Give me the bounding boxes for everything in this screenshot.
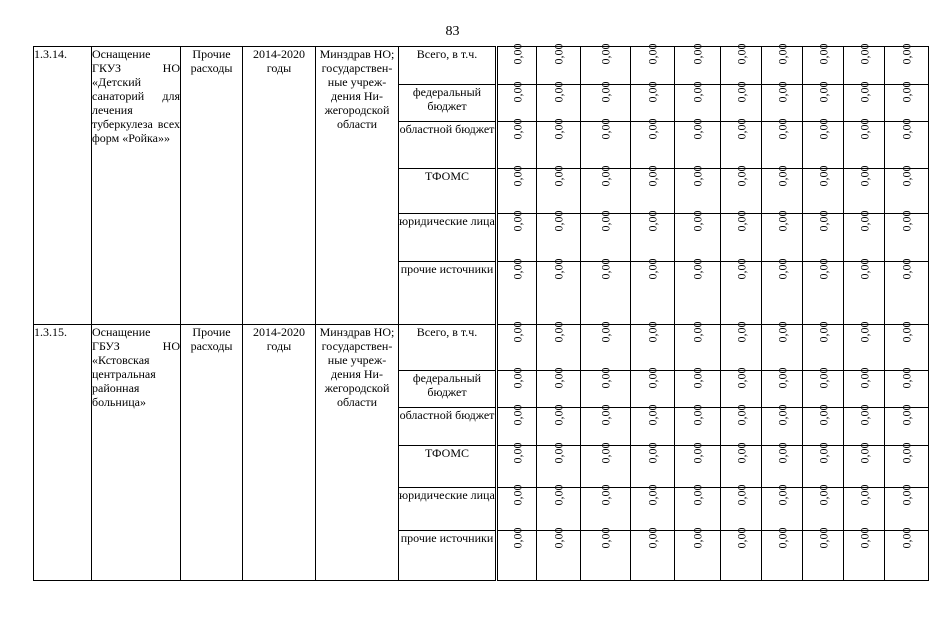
- value-cell: [631, 442, 675, 488]
- value-text: 0,00: [899, 404, 914, 426]
- value-cell: [803, 321, 844, 371]
- value-text: 0,00: [690, 484, 705, 506]
- value-text: 0,00: [857, 442, 871, 464]
- value-text: 0,00: [857, 258, 871, 280]
- value-text: 0,00: [598, 484, 613, 506]
- value-cell: [885, 367, 929, 408]
- value-text: 0,00: [645, 258, 660, 280]
- value-cell: [721, 43, 762, 85]
- value-text: 0,00: [899, 81, 914, 103]
- value-cell: [721, 258, 762, 325]
- value-text: 0,00: [857, 81, 871, 103]
- value-cell: [675, 367, 721, 408]
- value-text: 0,00: [510, 442, 524, 464]
- value-cell: [762, 484, 803, 531]
- value-text: 0,00: [598, 321, 613, 343]
- value-cell: [497, 442, 537, 488]
- value-cell: [537, 165, 581, 214]
- value-text: 0,00: [857, 210, 871, 232]
- value-cell: [631, 484, 675, 531]
- value-cell: [675, 404, 721, 446]
- value-cell: [844, 527, 885, 581]
- period-cell: 2014-2020 годы: [243, 47, 316, 325]
- value-text: 0,00: [510, 210, 524, 232]
- value-text: 0,00: [510, 43, 524, 65]
- value-cell: [675, 258, 721, 325]
- value-cell: [762, 43, 803, 85]
- value-text: 0,00: [510, 321, 524, 343]
- value-cell: [497, 165, 537, 214]
- value-cell: [803, 81, 844, 122]
- value-cell: [675, 527, 721, 581]
- value-cell: [581, 321, 631, 371]
- value-cell: [675, 118, 721, 169]
- value-cell: [844, 321, 885, 371]
- value-cell: [631, 527, 675, 581]
- value-cell: [803, 165, 844, 214]
- value-cell: [803, 258, 844, 325]
- value-text: 0,00: [899, 43, 914, 65]
- table-row: [34, 47, 929, 85]
- value-cell: [497, 258, 537, 325]
- value-cell: [581, 258, 631, 325]
- value-text: 0,00: [551, 165, 566, 187]
- value-text: 0,00: [598, 442, 613, 464]
- value-cell: [581, 367, 631, 408]
- value-cell: [581, 404, 631, 446]
- value-text: 0,00: [816, 210, 830, 232]
- value-cell: [844, 404, 885, 446]
- value-text: 0,00: [510, 527, 524, 549]
- value-cell: [675, 81, 721, 122]
- value-text: 0,00: [775, 321, 789, 343]
- value-cell: [537, 321, 581, 371]
- value-text: 0,00: [857, 118, 871, 140]
- value-cell: [631, 43, 675, 85]
- value-text: 0,00: [734, 404, 748, 426]
- value-cell: [497, 404, 537, 446]
- value-text: 0,00: [899, 442, 914, 464]
- value-text: 0,00: [857, 321, 871, 343]
- value-cell: [631, 81, 675, 122]
- value-text: 0,00: [645, 210, 660, 232]
- value-cell: [885, 442, 929, 488]
- page-number: 83: [445, 24, 460, 39]
- value-cell: [885, 258, 929, 325]
- value-text: 0,00: [899, 165, 914, 187]
- value-text: 0,00: [775, 442, 789, 464]
- value-text: 0,00: [645, 165, 660, 187]
- value-cell: [762, 321, 803, 371]
- value-cell: [721, 442, 762, 488]
- value-text: 0,00: [645, 367, 660, 389]
- value-cell: [844, 367, 885, 408]
- value-cell: [803, 527, 844, 581]
- executor-cell: Минздрав НО; государственные учреждения Нижегородской области: [316, 47, 399, 325]
- value-cell: [721, 165, 762, 214]
- value-text: 0,00: [645, 118, 660, 140]
- value-text: 0,00: [775, 165, 789, 187]
- value-text: 0,00: [551, 484, 566, 506]
- value-cell: [675, 165, 721, 214]
- value-text: 0,00: [690, 321, 705, 343]
- value-cell: [803, 442, 844, 488]
- value-text: 0,00: [816, 442, 830, 464]
- value-cell: [497, 484, 537, 531]
- value-cell: [721, 210, 762, 262]
- executor-cell: Минздрав НО; государственные учреждения Нижегородской области: [316, 325, 399, 581]
- value-text: 0,00: [816, 484, 830, 506]
- value-cell: [581, 527, 631, 581]
- value-text: 0,00: [510, 484, 524, 506]
- value-cell: [762, 258, 803, 325]
- value-text: 0,00: [734, 43, 748, 65]
- value-cell: [885, 404, 929, 446]
- value-cell: [762, 210, 803, 262]
- value-cell: [762, 81, 803, 122]
- value-cell: [675, 321, 721, 371]
- value-cell: [675, 484, 721, 531]
- value-text: 0,00: [899, 258, 914, 280]
- value-cell: [721, 81, 762, 122]
- value-cell: [581, 165, 631, 214]
- expense-type-cell: Прочие расходы: [181, 47, 243, 325]
- value-text: 0,00: [775, 527, 789, 549]
- value-cell: [537, 258, 581, 325]
- value-text: 0,00: [598, 81, 613, 103]
- value-text: 0,00: [551, 404, 566, 426]
- value-text: 0,00: [645, 527, 660, 549]
- value-text: 0,00: [510, 367, 524, 389]
- value-text: 0,00: [551, 442, 566, 464]
- value-text: 0,00: [510, 81, 524, 103]
- value-cell: [721, 404, 762, 446]
- value-cell: [885, 527, 929, 581]
- value-cell: [803, 404, 844, 446]
- budget-table: [33, 43, 929, 581]
- value-cell: [631, 118, 675, 169]
- value-cell: [581, 442, 631, 488]
- value-text: 0,00: [645, 442, 660, 464]
- value-cell: [844, 81, 885, 122]
- value-cell: [581, 43, 631, 85]
- value-text: 0,00: [816, 321, 830, 343]
- value-cell: [844, 165, 885, 214]
- value-cell: [537, 367, 581, 408]
- value-text: 0,00: [775, 81, 789, 103]
- value-text: 0,00: [734, 321, 748, 343]
- funding-source-cell: областной бюджет: [399, 408, 497, 446]
- funding-source-cell: ТФОМС: [399, 169, 497, 214]
- value-text: 0,00: [551, 321, 566, 343]
- value-text: 0,00: [775, 210, 789, 232]
- value-text: 0,00: [899, 484, 914, 506]
- funding-source-cell: юридические лица: [399, 214, 497, 262]
- value-text: 0,00: [690, 442, 705, 464]
- item-number-cell: 1.3.15.: [34, 325, 92, 581]
- value-text: 0,00: [816, 43, 830, 65]
- value-text: 0,00: [734, 210, 748, 232]
- value-text: 0,00: [645, 404, 660, 426]
- funding-source-cell: Всего, в т.ч.: [399, 47, 497, 85]
- value-text: 0,00: [645, 321, 660, 343]
- value-cell: [885, 118, 929, 169]
- value-cell: [844, 43, 885, 85]
- value-cell: [675, 43, 721, 85]
- value-text: 0,00: [645, 484, 660, 506]
- value-cell: [537, 118, 581, 169]
- funding-source-cell: юридические лица: [399, 488, 497, 531]
- value-text: 0,00: [551, 210, 566, 232]
- value-cell: [497, 81, 537, 122]
- value-text: 0,00: [690, 210, 705, 232]
- value-text: 0,00: [775, 367, 789, 389]
- value-text: 0,00: [734, 118, 748, 140]
- value-text: 0,00: [857, 484, 871, 506]
- value-text: 0,00: [899, 210, 914, 232]
- value-text: 0,00: [816, 165, 830, 187]
- funding-source-cell: Всего, в т.ч.: [399, 325, 497, 371]
- value-text: 0,00: [551, 258, 566, 280]
- value-cell: [721, 118, 762, 169]
- value-cell: [885, 210, 929, 262]
- value-cell: [721, 527, 762, 581]
- value-cell: [497, 367, 537, 408]
- value-cell: [721, 484, 762, 531]
- table-row: [34, 325, 929, 371]
- value-text: 0,00: [816, 81, 830, 103]
- value-cell: [497, 321, 537, 371]
- value-text: 0,00: [510, 118, 524, 140]
- value-cell: [581, 210, 631, 262]
- item-name-cell: Оснащение ГКУЗ НО «Детский санаторий для лечения туберкулеза всех форм «Ройка»»: [92, 47, 181, 325]
- value-cell: [762, 442, 803, 488]
- funding-source-cell: областной бюджет: [399, 122, 497, 169]
- funding-source-cell: ТФОМС: [399, 446, 497, 488]
- value-cell: [844, 210, 885, 262]
- value-cell: [803, 367, 844, 408]
- item-number-cell: 1.3.14.: [34, 47, 92, 325]
- value-text: 0,00: [734, 527, 748, 549]
- value-text: 0,00: [734, 484, 748, 506]
- value-cell: [844, 484, 885, 531]
- value-text: 0,00: [598, 210, 613, 232]
- value-cell: [497, 43, 537, 85]
- value-text: 0,00: [816, 404, 830, 426]
- value-cell: [844, 118, 885, 169]
- value-cell: [885, 165, 929, 214]
- value-text: 0,00: [734, 442, 748, 464]
- value-cell: [762, 404, 803, 446]
- value-text: 0,00: [775, 484, 789, 506]
- value-text: 0,00: [816, 258, 830, 280]
- value-cell: [803, 43, 844, 85]
- value-cell: [631, 258, 675, 325]
- value-text: 0,00: [510, 165, 524, 187]
- value-cell: [537, 43, 581, 85]
- value-cell: [581, 118, 631, 169]
- value-text: 0,00: [551, 527, 566, 549]
- value-text: 0,00: [690, 367, 705, 389]
- value-text: 0,00: [551, 81, 566, 103]
- value-text: 0,00: [857, 367, 871, 389]
- value-text: 0,00: [690, 258, 705, 280]
- value-cell: [762, 367, 803, 408]
- value-text: 0,00: [690, 165, 705, 187]
- value-text: 0,00: [857, 165, 871, 187]
- value-text: 0,00: [816, 118, 830, 140]
- value-cell: [537, 404, 581, 446]
- value-text: 0,00: [734, 165, 748, 187]
- value-text: 0,00: [775, 404, 789, 426]
- value-text: 0,00: [857, 527, 871, 549]
- value-text: 0,00: [598, 367, 613, 389]
- value-text: 0,00: [510, 404, 524, 426]
- value-text: 0,00: [899, 527, 914, 549]
- value-cell: [803, 210, 844, 262]
- value-text: 0,00: [734, 367, 748, 389]
- value-text: 0,00: [899, 367, 914, 389]
- value-text: 0,00: [551, 367, 566, 389]
- value-text: 0,00: [899, 118, 914, 140]
- value-text: 0,00: [551, 118, 566, 140]
- value-cell: [762, 118, 803, 169]
- value-cell: [631, 321, 675, 371]
- value-text: 0,00: [734, 258, 748, 280]
- value-cell: [537, 484, 581, 531]
- value-text: 0,00: [775, 43, 789, 65]
- value-cell: [803, 484, 844, 531]
- value-text: 0,00: [775, 258, 789, 280]
- value-cell: [844, 442, 885, 488]
- value-cell: [844, 258, 885, 325]
- value-cell: [885, 43, 929, 85]
- value-text: 0,00: [690, 43, 705, 65]
- value-cell: [631, 165, 675, 214]
- value-text: 0,00: [734, 81, 748, 103]
- value-cell: [885, 484, 929, 531]
- value-cell: [803, 118, 844, 169]
- value-text: 0,00: [598, 404, 613, 426]
- funding-source-cell: федеральный бюджет: [399, 371, 497, 408]
- value-text: 0,00: [551, 43, 566, 65]
- value-cell: [631, 210, 675, 262]
- value-text: 0,00: [598, 165, 613, 187]
- funding-source-cell: прочие источники: [399, 531, 497, 581]
- value-text: 0,00: [645, 43, 660, 65]
- value-cell: [675, 442, 721, 488]
- value-cell: [537, 81, 581, 122]
- value-cell: [497, 210, 537, 262]
- value-text: 0,00: [690, 404, 705, 426]
- value-text: 0,00: [775, 118, 789, 140]
- value-cell: [762, 165, 803, 214]
- value-cell: [885, 81, 929, 122]
- value-text: 0,00: [857, 404, 871, 426]
- value-text: 0,00: [690, 527, 705, 549]
- funding-source-cell: федеральный бюджет: [399, 85, 497, 122]
- expense-type-cell: Прочие расходы: [181, 325, 243, 581]
- value-cell: [721, 321, 762, 371]
- value-text: 0,00: [510, 258, 524, 280]
- funding-source-cell: прочие источники: [399, 262, 497, 325]
- value-text: 0,00: [857, 43, 871, 65]
- value-cell: [631, 404, 675, 446]
- value-text: 0,00: [598, 258, 613, 280]
- period-cell: 2014-2020 годы: [243, 325, 316, 581]
- value-cell: [762, 527, 803, 581]
- value-text: 0,00: [816, 527, 830, 549]
- value-cell: [497, 527, 537, 581]
- value-text: 0,00: [598, 43, 613, 65]
- value-text: 0,00: [598, 527, 613, 549]
- value-cell: [885, 321, 929, 371]
- value-cell: [537, 210, 581, 262]
- value-text: 0,00: [598, 118, 613, 140]
- value-cell: [581, 81, 631, 122]
- value-cell: [581, 484, 631, 531]
- value-text: 0,00: [690, 118, 705, 140]
- item-name-cell: Оснащение ГБУЗ НО «Кстовская центральная районная больница»: [92, 325, 181, 581]
- value-cell: [497, 118, 537, 169]
- value-text: 0,00: [690, 81, 705, 103]
- value-cell: [675, 210, 721, 262]
- value-cell: [537, 442, 581, 488]
- value-text: 0,00: [899, 321, 914, 343]
- value-cell: [537, 527, 581, 581]
- value-cell: [631, 367, 675, 408]
- value-text: 0,00: [816, 367, 830, 389]
- value-cell: [721, 367, 762, 408]
- value-text: 0,00: [645, 81, 660, 103]
